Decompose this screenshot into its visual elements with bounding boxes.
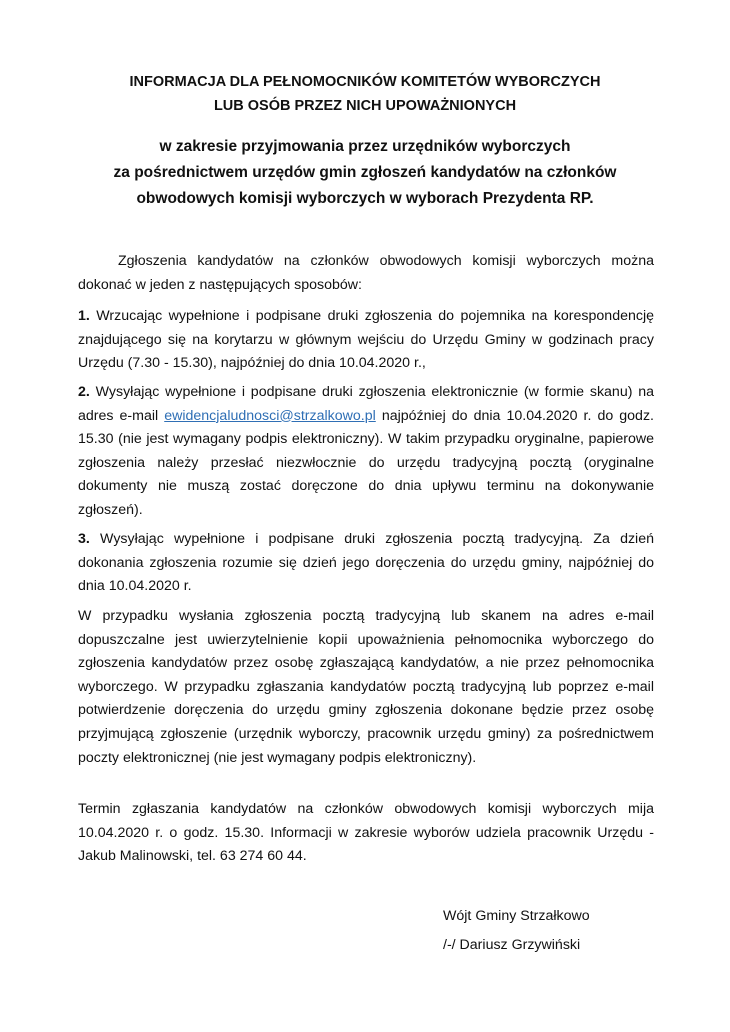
subtitle-line-3: obwodowych komisji wyborczych w wyborach Prezydenta RP. xyxy=(136,190,594,207)
signature-name: /-/ Dariusz Grzywiński xyxy=(443,937,581,953)
intro-paragraph: Zgłoszenia kandydatów na członków obwodowych komisji wyborczych można dokonać w jeden z następujących sposobów: xyxy=(78,253,654,293)
deadline-paragraph: Termin zgłaszania kandydatów na członków obwodowych komisji wyborczych mija 10.04.2020 r. o godz. 15.30. Informacji w zakresie wyborów udziela pracownik Urzędu - Jakub Malinowski, tel. 63 274 60 44. xyxy=(78,801,654,865)
method-2-text-after: najpóźniej do dnia 10.04.2020 r. do godz. 15.30 (nie jest wymagany podpis elektroniczny). W takim przypadku oryginalne, papierowe zgłoszenia należy przesłać niezwłocznie do urzędu tradycyjną pocztą (oryginalne dokumenty nie muszą zostać doręczone do dnia upływu terminu na dokonywanie zgłoszeń). xyxy=(78,407,654,518)
method-3-paragraph xyxy=(78,528,654,599)
method-1-paragraph xyxy=(78,305,654,376)
authentication-paragraph: W przypadku wysłania zgłoszenia pocztą tradycyjną lub skanem na adres e-mail dopuszczalne jest uwierzytelnienie kopii upoważnienia pełnomocnika wyborczego do zgłoszenia kandydatów przez osobę zgłaszającą kandydatów, a nie przez pełnomocnika wyborczego. W przypadku zgłaszania kandydatów pocztą tradycyjną lub poprzez e-mail potwierdzenie doręczenia do urzędu gminy zgłoszenia dokonane będzie przez osobę przyjmującą zgłoszenie (urzędnik wyborczy, pracownik urzędu gminy) za pośrednictwem poczty elektronicznej (nie jest wymagany podpis elektroniczny). xyxy=(78,608,654,766)
email-link[interactable]: ewidencjaludnosci@strzalkowo.pl xyxy=(164,407,376,424)
method-2-paragraph xyxy=(78,381,654,523)
method-2-text-before: Wysyłając wypełnione i podpisane druki zgłoszenia elektronicznie (w formie skanu) na adres e-mail xyxy=(78,384,654,424)
subtitle-line-2: za pośrednictwem urzędów gmin zgłoszeń kandydatów na członków xyxy=(113,164,617,181)
method-1-text: Wrzucając wypełnione i podpisane druki zgłoszenia do pojemnika na korespondencję znajdującego się na korytarzu w głównym wejściu do Urzędu Gminy w godzinach pracy Urzędu (7.30 - 15.30), najpóźniej do dnia 10.04.2020 r., xyxy=(78,308,654,372)
method-2-number: 2. xyxy=(78,384,90,400)
method-3-number: 3. xyxy=(78,531,90,547)
method-3-text: Wysyłając wypełnione i podpisane druki zgłoszenia pocztą tradycyjną. Za dzień dokonania zgłoszenia rozumie się dzień jego doręczenia do urzędu gminy, najpóźniej do dnia 10.04.2020 r. xyxy=(78,531,654,595)
title-line-2: LUB OSÓB PRZEZ NICH UPOWAŻNIONYCH xyxy=(213,98,517,114)
method-1-number: 1. xyxy=(78,308,90,324)
document-title xyxy=(60,70,670,118)
title-line-1: INFORMACJA DLA PEŁNOMOCNIKÓW KOMITETÓW WYBORCZYCH xyxy=(129,74,601,90)
subtitle-line-1: w zakresie przyjmowania przez urzędników wyborczych xyxy=(159,138,571,155)
document-subtitle xyxy=(60,134,670,212)
signature-title: Wójt Gminy Strzałkowo xyxy=(443,908,590,924)
